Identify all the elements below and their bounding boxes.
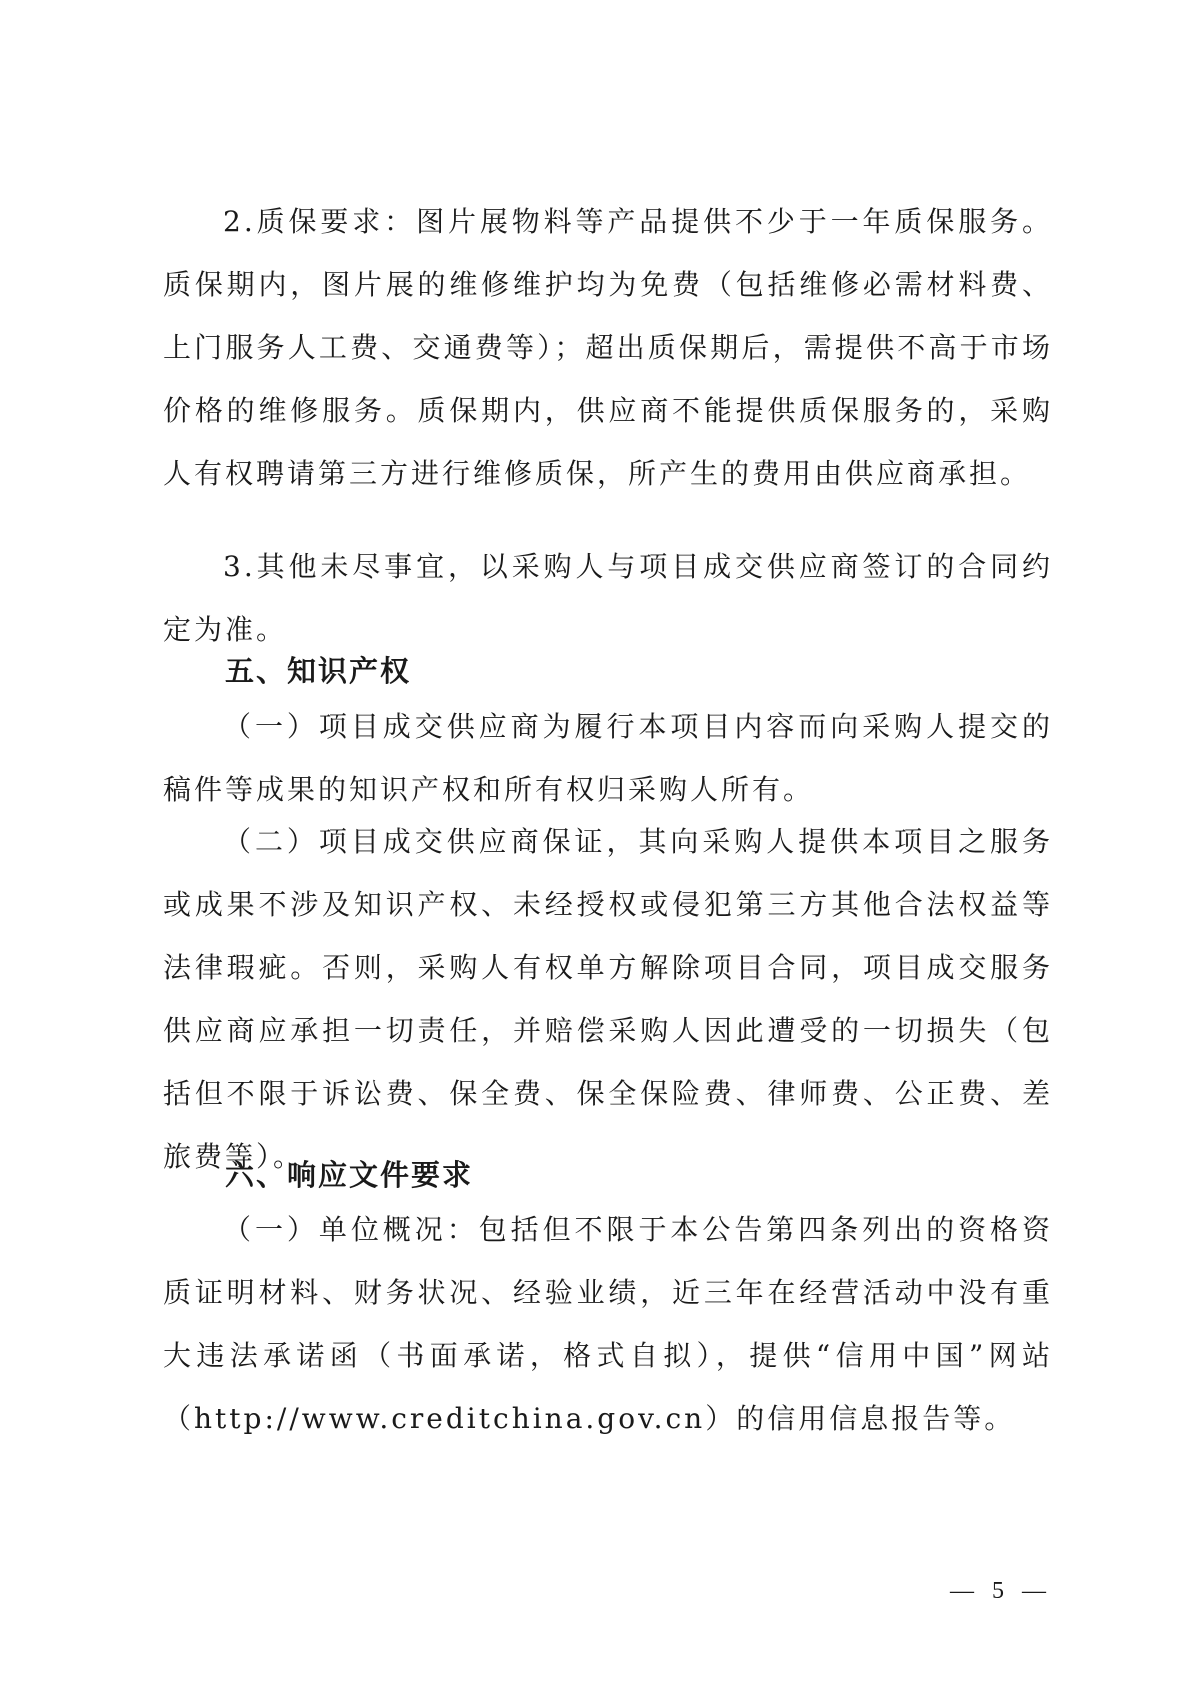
paragraph-company-overview: （一）单位概况：包括但不限于本公告第四条列出的资格资质证明材料、财务状况、经验业绩，近三年在经营活动中没有重大违法承诺函（书面承诺，格式自拟），提供“信用中国”网站（http://www.creditchina.gov.cn）的信用信息报告等。: [163, 1213, 1053, 1435]
paragraph-ip-guarantee: （二）项目成交供应商保证，其向采购人提供本项目之服务或成果不涉及知识产权、未经授权或侵犯第三方其他合法权益等法律瑕疵。否则，采购人有权单方解除项目合同，项目成交服务供应商应承担一切责任，并赔偿采购人因此遭受的一切损失（包括但不限于诉讼费、保全费、保全保险费、律师费、公正费、差旅费等）。: [163, 825, 1053, 1173]
page-number: — 5 —: [950, 1578, 1052, 1604]
section-heading-intellectual-property: 五、知识产权: [225, 654, 412, 688]
paragraph-other-matters: 3.其他未尽事宜，以采购人与项目成交供应商签订的合同约定为准。: [163, 550, 1053, 646]
section-heading-response-documents: 六、响应文件要求: [225, 1158, 474, 1192]
paragraph-warranty-requirements: 2.质保要求：图片展物料等产品提供不少于一年质保服务。质保期内，图片展的维修维护均为免费（包括维修必需材料费、上门服务人工费、交通费等）；超出质保期后，需提供不高于市场价格的维修服务。质保期内，供应商不能提供质保服务的，采购人有权聘请第三方进行维修质保，所产生的费用由供应商承担。: [163, 205, 1053, 490]
paragraph-ip-ownership: （一）项目成交供应商为履行本项目内容而向采购人提交的稿件等成果的知识产权和所有权归采购人所有。: [163, 710, 1053, 806]
